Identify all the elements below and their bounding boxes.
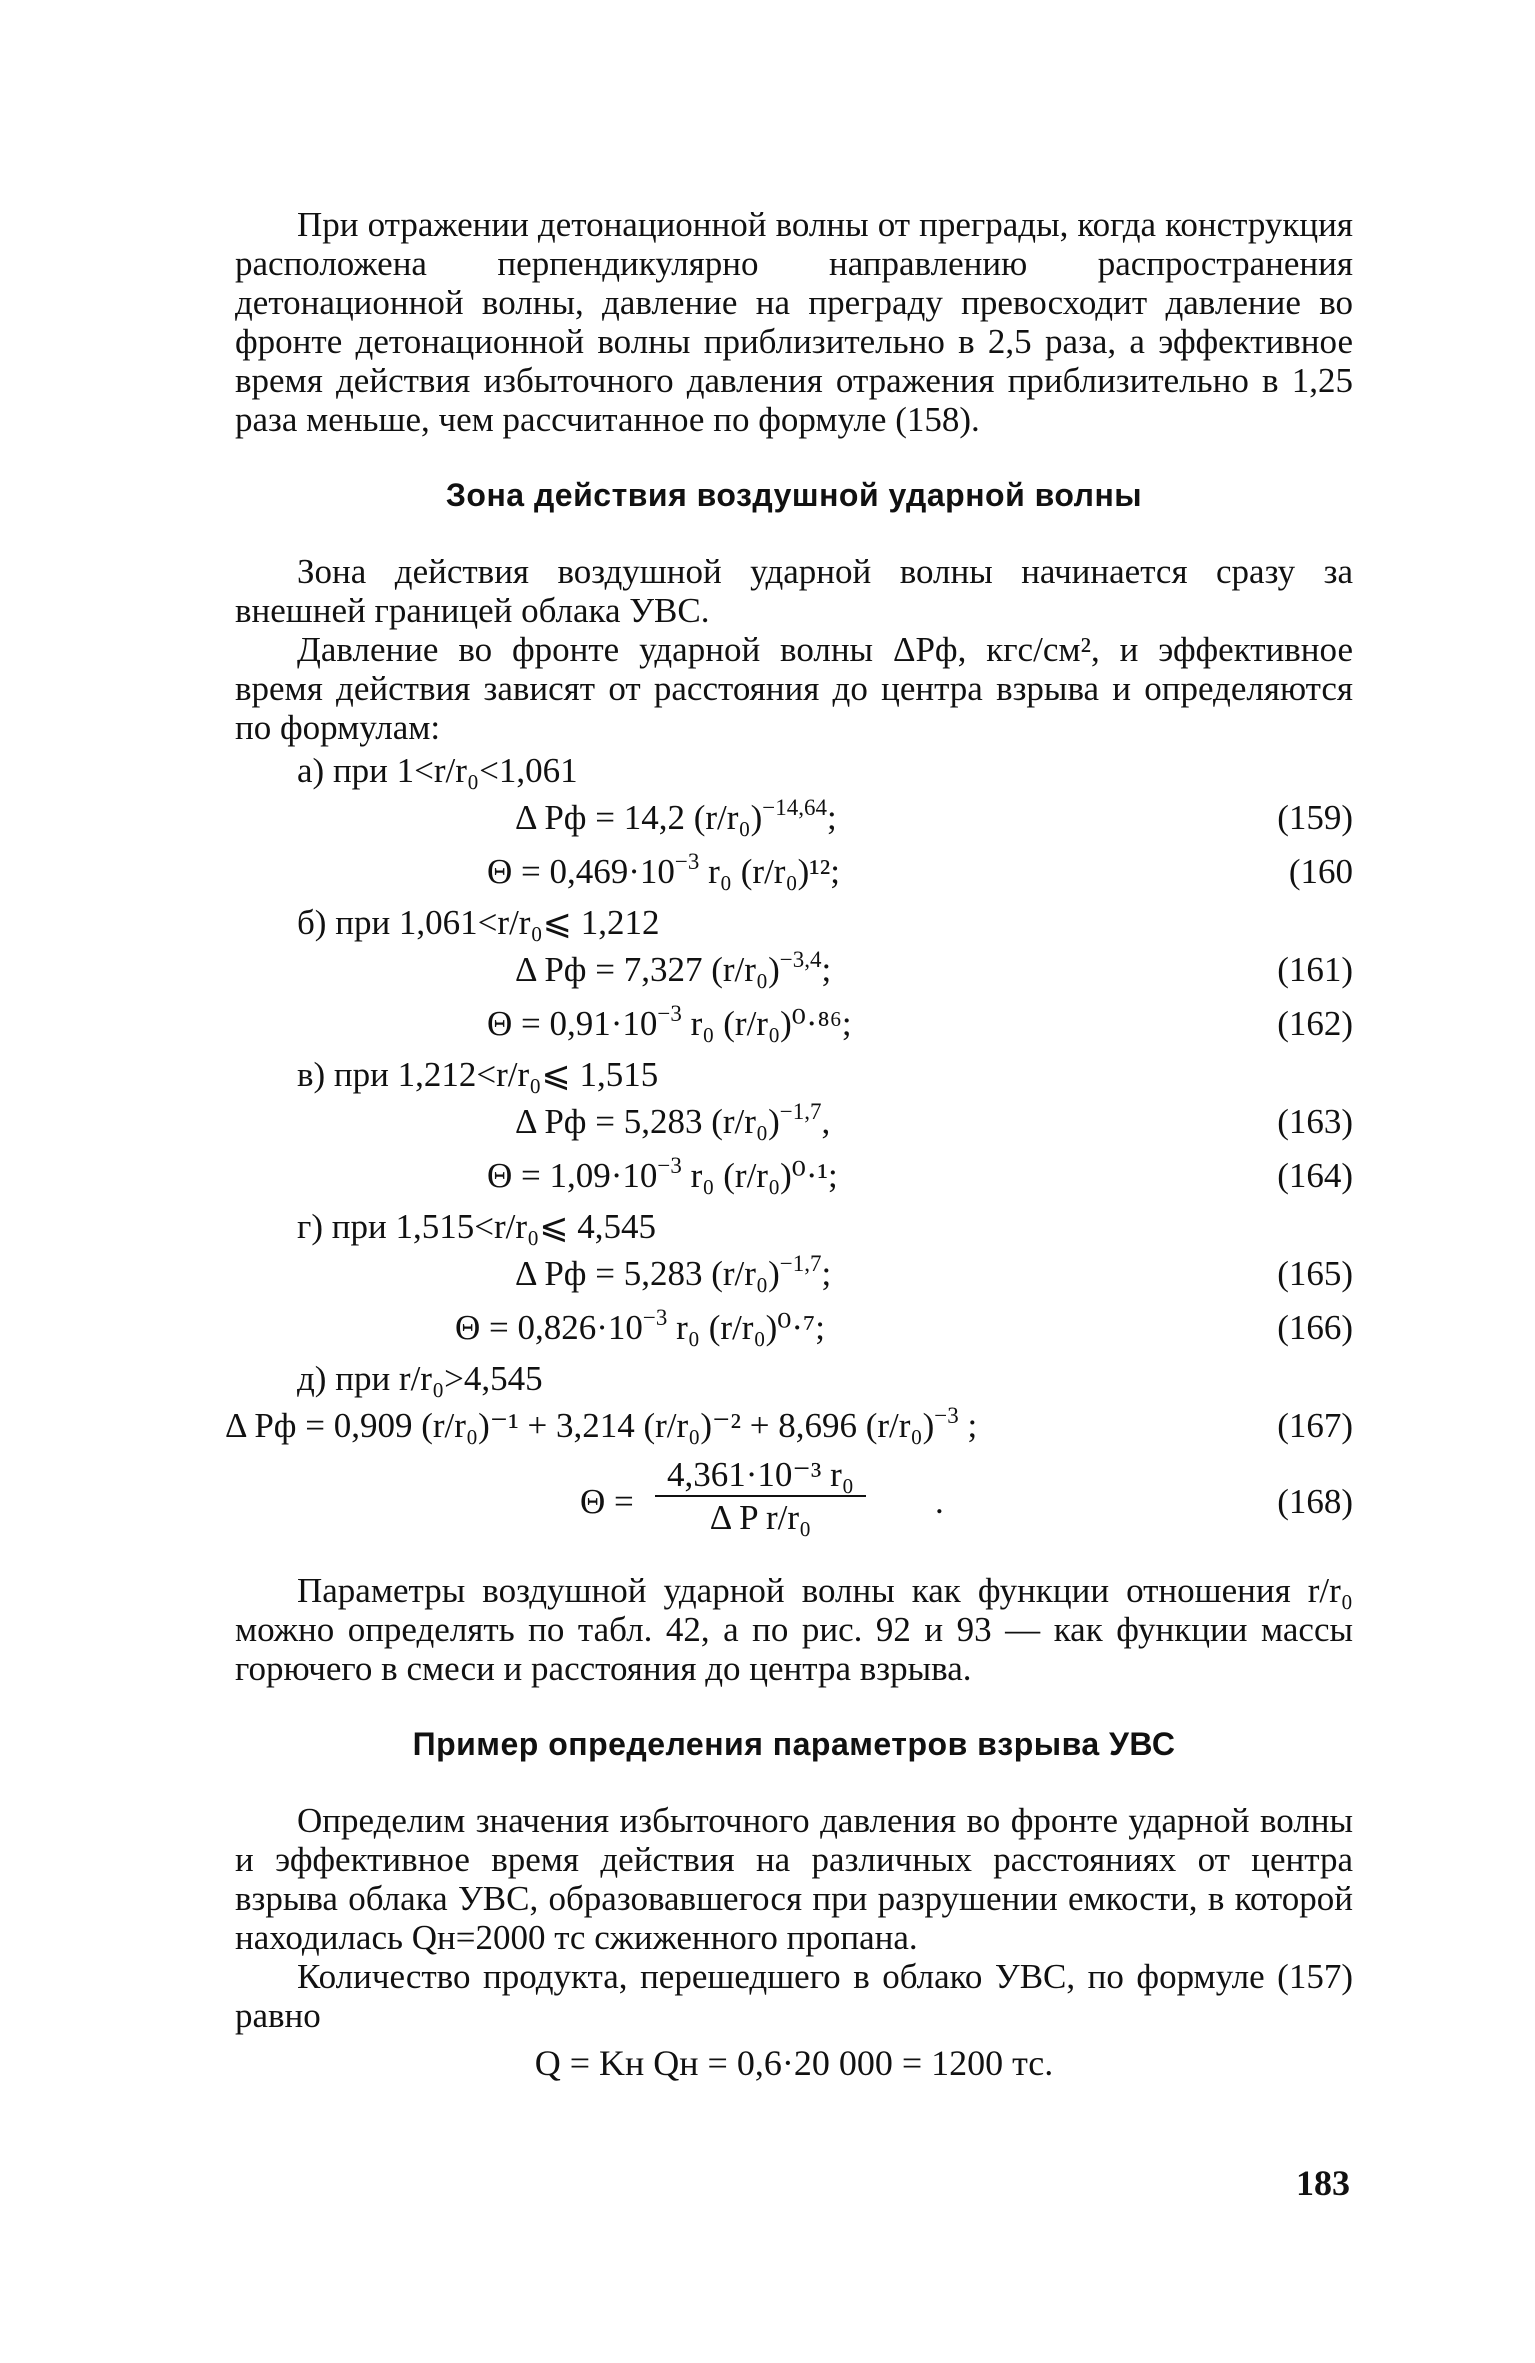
equation-168	[235, 1453, 1353, 1549]
fraction-denominator: Δ P r/r₀	[709, 1498, 812, 1537]
equation-expression: Δ Pф = 5,283 $(r/r_0)^{-1,7}$,	[515, 1099, 831, 1141]
equation-number: (162)	[1277, 1004, 1353, 1043]
paragraph-reflection: При отражении детонационной волны от преграды, когда конструкция расположена перпендикулярно направлению распространения детонационной волны, давление на преграду превосходит давление во фронте детонационной волны приблизительно в 2,5 раза, а эффективное время действия избыточного давления отражения приблизительно в 1,25 раза меньше, чем рассчитанное по формуле (158).	[235, 205, 1353, 439]
case-d-label: д) при r/r₀>4,545	[297, 1359, 543, 1398]
paragraph-example-setup: Определим значения избыточного давления во фронте ударной волны и эффективное время действия на различных расстояниях от центра взрыва облака УВС, образовавшегося при разрушении емкости, в которой находилась Qн=2000 тс сжиженного пропана.	[235, 1801, 1353, 1957]
heading-air-shock-zone: Зона действия воздушной ударной волны	[445, 477, 1143, 513]
fraction-numerator: 4,361·10⁻³ r₀	[655, 1455, 866, 1497]
equation-164	[235, 1149, 1353, 1203]
equation-expression: $\Theta = 0,826\cdot 10^{-3}$ r₀ (r/r₀)⁰·⁷;	[455, 1305, 825, 1347]
heading-example: Пример определения параметров взрыва УВС	[412, 1726, 1176, 1762]
equation-161	[235, 943, 1353, 997]
paragraph-product-amount: Количество продукта, перешедшего в облако УВС, по формуле (157) равно	[235, 1957, 1353, 2035]
equation-165	[235, 1247, 1353, 1301]
equation-period: .	[935, 1482, 944, 1521]
equation-number: (160	[1288, 852, 1353, 891]
equation-expression: Δ Pф = 0,909 (r/r₀)⁻¹ + 3,214 (r/r₀)⁻² + 8,696 $(r/r_0)^{-3}$ ;	[225, 1403, 978, 1445]
equation-162	[235, 997, 1353, 1051]
equation-number: (168)	[1277, 1482, 1353, 1521]
case-v-label: в) при 1,212<r/r₀⩽ 1,515	[297, 1055, 659, 1094]
equation-number: (163)	[1277, 1102, 1353, 1141]
equation-number: (165)	[1277, 1254, 1353, 1293]
equation-163	[235, 1095, 1353, 1149]
case-b-label: б) при 1,061<r/r₀⩽ 1,212	[297, 903, 660, 942]
equation-expression: Δ Pф = 14,2 $(r/r_0)^{-14,64}$;	[515, 795, 837, 837]
equation-expression: Δ Pф = 7,327 $(r/r_0)^{-3,4}$;	[515, 947, 832, 989]
equation-number: (164)	[1277, 1156, 1353, 1195]
equation-expression: $\Theta = 0,469\cdot 10^{-3}$ r₀ (r/r₀)¹²;	[487, 849, 841, 891]
text-column	[225, 205, 1353, 2085]
equation-166	[235, 1301, 1353, 1355]
paragraph-zone-start: Зона действия воздушной ударной волны начинается сразу за внешней границей облака УВС.	[235, 552, 1353, 630]
case-g-label: г) при 1,515<r/r₀⩽ 4,545	[297, 1207, 657, 1246]
equation-expression: $\Theta = 0,91\cdot 10^{-3}$ r₀ (r/r₀)⁰·⁸⁶;	[487, 1001, 852, 1043]
equation-167	[225, 1399, 1353, 1453]
equation-number: (167)	[1277, 1406, 1353, 1445]
equation-number: (159)	[1277, 798, 1353, 837]
paragraph-parameters: Параметры воздушной ударной волны как функции отношения r/r₀ можно определять по табл. 42, а по рис. 92 и 93 — как функции массы горючего в смеси и расстояния до центра взрыва.	[235, 1571, 1353, 1688]
equation-lhs: Θ =	[580, 1482, 634, 1521]
page-number: 183	[1296, 2163, 1350, 2203]
equation-expression: $\Theta = 1,09\cdot 10^{-3}$ r₀ (r/r₀)⁰·¹;	[487, 1153, 838, 1195]
equation-160	[235, 845, 1353, 899]
equation-number: (166)	[1277, 1308, 1353, 1347]
equation-159	[235, 791, 1353, 845]
case-a-label: а) при 1<r/r₀<1,061	[297, 751, 578, 790]
equation-expression: Δ Pф = 5,283 $(r/r_0)^{-1,7}$;	[515, 1251, 832, 1293]
equation-fraction	[655, 1455, 866, 1539]
paragraph-pressure-formulas: Давление во фронте ударной волны ΔPф, кгс/см², и эффективное время действия зависят от расстояния до центра взрыва и определяются по формулам:	[235, 630, 1353, 747]
equation-quantity: Q = Kн Qн = 0,6·20 000 = 1200 тс.	[534, 2043, 1054, 2083]
equation-number: (161)	[1277, 950, 1353, 989]
